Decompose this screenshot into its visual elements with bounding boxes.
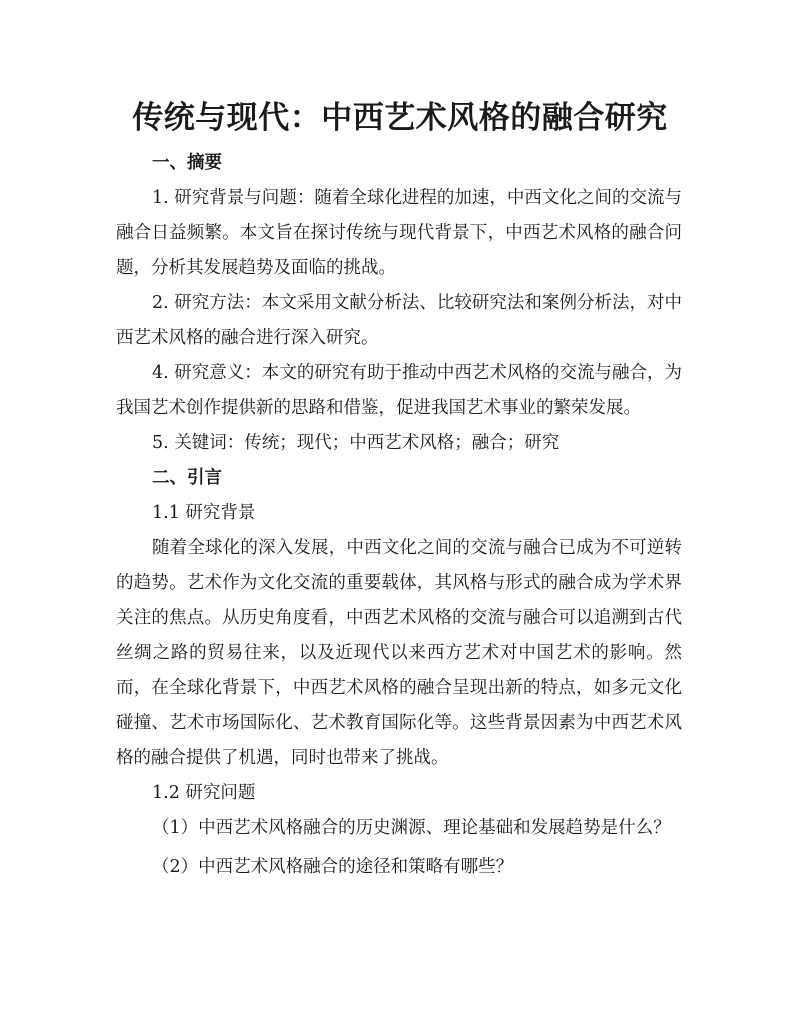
research-question: （2）中西艺术风格融合的途径和策略有哪些？ (152, 857, 514, 877)
abstract-item: 5. 关键词：传统；现代；中西艺术风格；融合；研究 (152, 433, 560, 453)
document-title: 传统与现代：中西艺术风格的融合研究 (132, 100, 668, 136)
subsection-heading-questions: 1.2 研究问题 (152, 783, 256, 803)
background-paragraph: 随着全球化的深入发展，中西文化之间的交流与融合已成为不可逆转的趋势。艺术作为文化交流的重要载体，其风格与形式的融合成为学术界关注的焦点。从历史角度看，中西艺术风格的交流与融合可以追溯到古代丝绸之路的贸易往来，以及近现代以来西方艺术对中国艺术的影响。然而，在全球化背景下，中西艺术风格的融合呈现出新的特点，如多元文化碰撞、艺术市场国际化、艺术教育国际化等。这些背景因素为中西艺术风格的融合提供了机遇，同时也带来了挑战。 (116, 538, 682, 768)
research-question: （1）中西艺术风格融合的历史渊源、理论基础和发展趋势是什么？ (152, 818, 671, 838)
abstract-item: 2. 研究方法：本文采用文献分析法、比较研究法和案例分析法，对中西艺术风格的融合进行深入研究。 (116, 293, 682, 348)
abstract-item: 4. 研究意义：本文的研究有助于推动中西艺术风格的交流与融合，为我国艺术创作提供新的思路和借鉴，促进我国艺术事业的繁荣发展。 (116, 363, 682, 418)
document-body (116, 146, 682, 885)
subsection-heading-background: 1.1 研究背景 (152, 503, 256, 523)
section-heading-introduction: 二、引言 (152, 468, 222, 488)
abstract-item: 1. 研究背景与问题：随着全球化进程的加速，中西文化之间的交流与融合日益频繁。本文旨在探讨传统与现代背景下，中西艺术风格的融合问题，分析其发展趋势及面临的挑战。 (116, 188, 682, 278)
section-heading-abstract: 一、摘要 (152, 153, 222, 173)
